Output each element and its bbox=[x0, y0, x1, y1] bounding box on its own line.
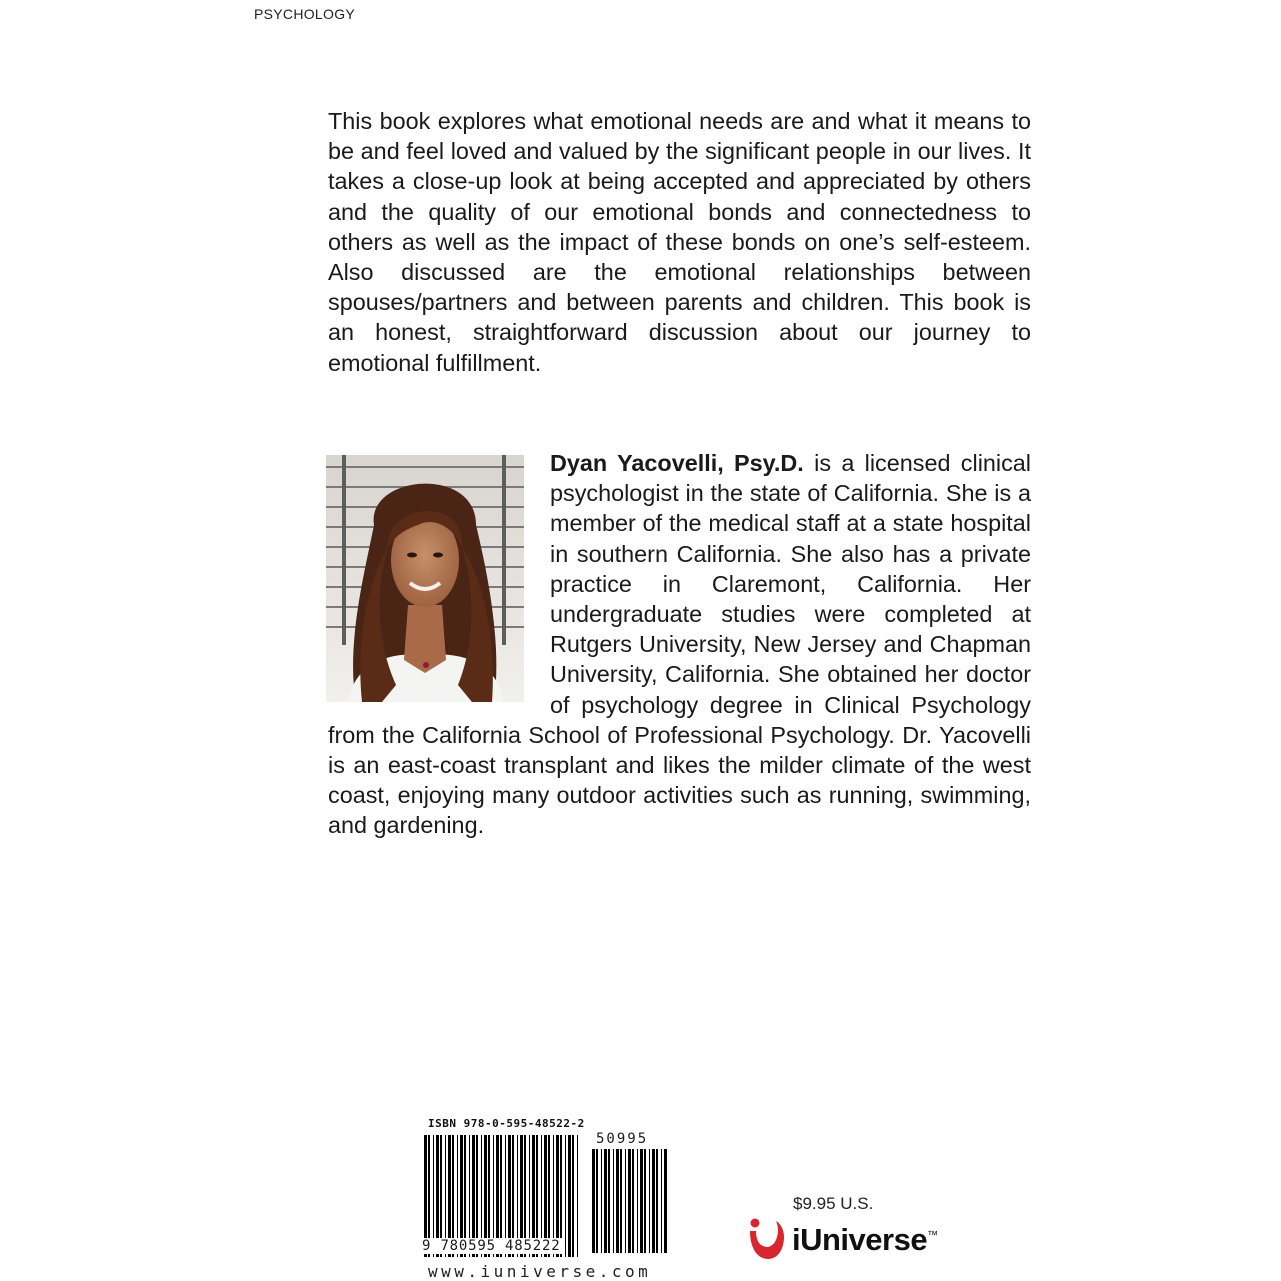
barcode-bar bbox=[628, 1149, 631, 1253]
ean-digits: 9 780595 485222 bbox=[422, 1238, 561, 1254]
trademark-mark: ™ bbox=[927, 1229, 938, 1242]
barcode-bar bbox=[592, 1149, 595, 1253]
barcode-bar bbox=[596, 1149, 598, 1253]
barcode-bar bbox=[640, 1149, 643, 1253]
barcode-bar bbox=[604, 1149, 607, 1253]
author-bio-text: is a licensed clinical psychologist in the state of California. She is a member of the medical staff at a state hospital in southern California. She also has a private practice in Claremont, California. Her undergraduate studies were completed at Rutgers University, New Jersey and Chapman University, California. She obtained her doctor of psychology degree in Clinical Psychology from the California School of Professional Psychology. Dr. Yacovelli is an east-coast transplant and likes the milder climate of the west coast, enjoying many outdoor activities such as running, swimming, and gardening. bbox=[328, 450, 1031, 839]
barcode-bar bbox=[656, 1149, 658, 1253]
barcode-bar bbox=[652, 1149, 655, 1253]
author-bio bbox=[328, 448, 1031, 841]
category-label: PSYCHOLOGY bbox=[254, 6, 356, 22]
barcode-bar bbox=[649, 1149, 650, 1253]
barcode-bar bbox=[620, 1149, 622, 1253]
price-code: 50995 bbox=[596, 1131, 649, 1147]
barcode-bar bbox=[632, 1149, 634, 1253]
barcode-bar bbox=[577, 1135, 578, 1257]
barcode-bar bbox=[616, 1149, 619, 1253]
barcode-bar bbox=[613, 1149, 614, 1253]
barcode-bar bbox=[661, 1149, 662, 1253]
publisher-website: www.iuniverse.com bbox=[428, 1262, 652, 1281]
barcode-bar bbox=[637, 1149, 638, 1253]
barcode-bar bbox=[568, 1135, 571, 1257]
barcode-bar bbox=[608, 1149, 610, 1253]
price-label: $9.95 U.S. bbox=[793, 1194, 874, 1213]
author-name: Dyan Yacovelli, Psy.D. bbox=[550, 450, 804, 476]
barcode-bar bbox=[644, 1149, 646, 1253]
isbn-label: ISBN 978-0-595-48522-2 bbox=[428, 1117, 585, 1130]
barcode-bar bbox=[625, 1149, 626, 1253]
barcode-bar bbox=[572, 1135, 574, 1257]
publisher-name: iUniverse bbox=[792, 1222, 928, 1257]
iuniverse-smile-icon bbox=[744, 1215, 788, 1263]
barcode-bar bbox=[664, 1149, 667, 1253]
barcode-bar bbox=[565, 1135, 566, 1257]
isbn-barcode bbox=[420, 1117, 670, 1279]
book-description: This book explores what emotional needs are and what it means to be and feel loved and valued by the significant people in our lives. It takes a close-up look at being accepted and appreciated by others and the quality of our emotional bonds and connectedness to others as well as the impact of these bonds on one’s self-esteem. Also discussed are the emotional relationships between spouses/partners and between parents and children. This book is an honest, straightforward discussion about our journey to emotional fulfillment. bbox=[328, 108, 1031, 376]
publisher-logo bbox=[744, 1215, 938, 1263]
barcode-bar bbox=[601, 1149, 602, 1253]
